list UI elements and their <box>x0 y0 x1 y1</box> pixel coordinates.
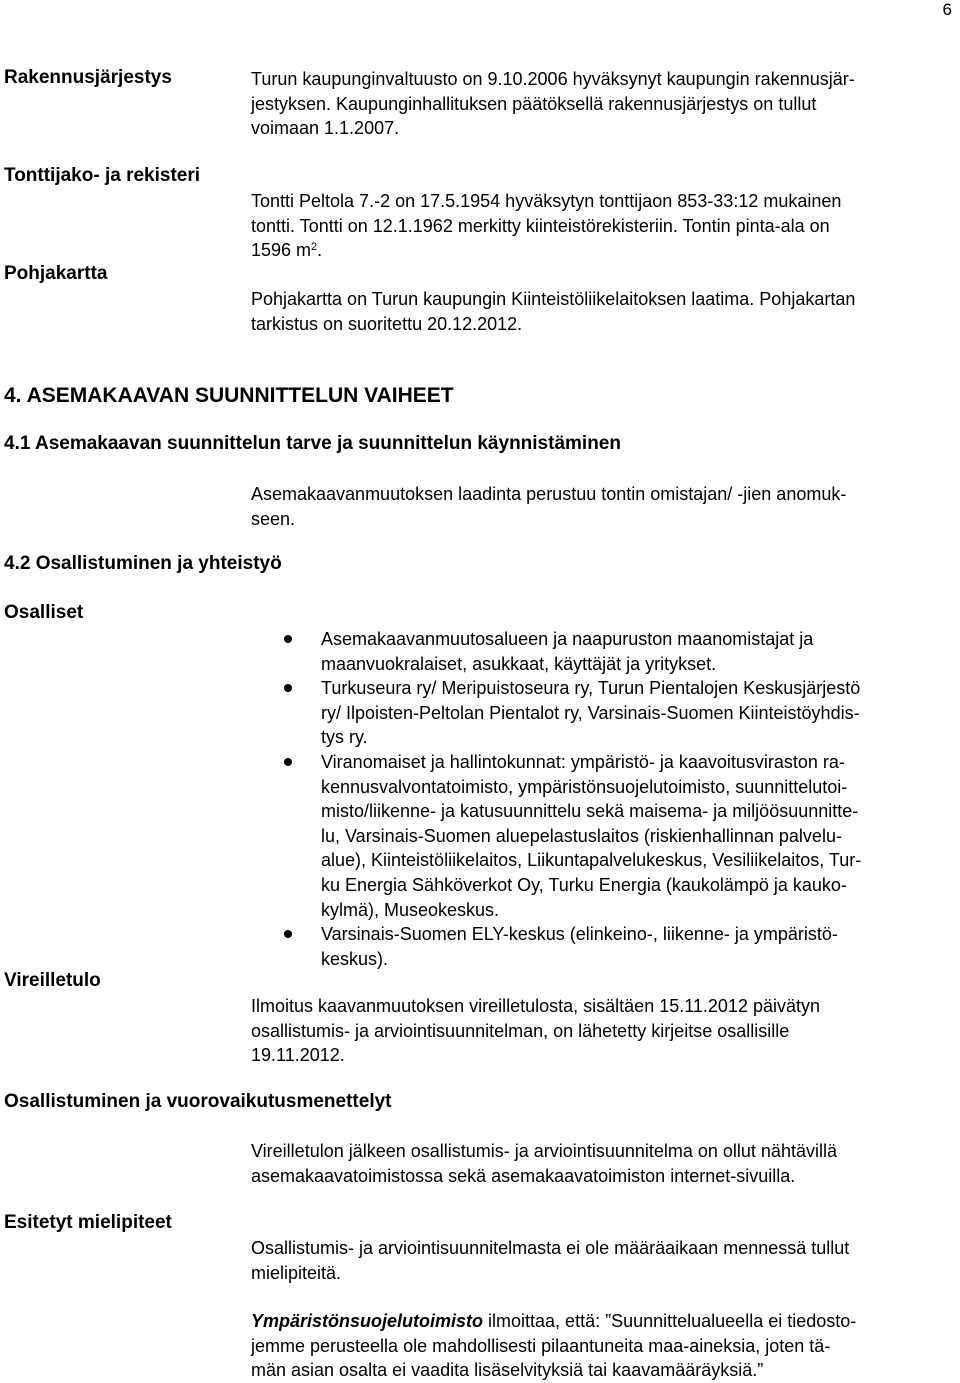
list-item <box>284 922 957 971</box>
vuorovaikutus-text <box>251 1139 957 1188</box>
text-line: tarkistus on suoritettu 20.12.2012. <box>251 313 523 334</box>
bullet-icon <box>284 684 292 692</box>
text-line: Osallistumis- ja arviointisuunnitelmasta ei ole määräaikaan mennessä tullut <box>251 1238 850 1258</box>
heading-4-1: 4.1 Asemakaavan suunnittelun tarve ja suunnittelun käynnistäminen <box>4 433 621 454</box>
mielipiteet-text <box>251 1236 957 1285</box>
list-item <box>284 627 957 676</box>
text-line: Tontti Peltola 7.-2 on 17.5.1954 hyväksytyn tonttijaon 853-33:12 mukainen <box>251 191 842 211</box>
text-line: maanvuokralaiset, asukkaat, käyttäjät ja yritykset. <box>321 653 717 674</box>
text-line: Turkuseura ry/ Meripuistoseura ry, Turun Pientalojen Keskusjärjestö <box>321 678 861 699</box>
text-line: Turun kaupunginvaltuusto on 9.10.2006 hyväksynyt kaupungin rakennusjär- <box>251 69 855 89</box>
text-line: Asemakaavanmuutoksen laadinta perustuu tontin omistajan/ -jien anomuk- <box>251 484 847 504</box>
statement-start: ilmoittaa, että: ”Suunnittelualueella ei tiedosto- <box>483 1311 857 1331</box>
area-end: . <box>317 240 323 261</box>
section-4-1-text <box>251 482 957 531</box>
bullet-icon <box>284 635 292 643</box>
label-osalliset: Osalliset <box>4 602 84 623</box>
heading-vuorovaikutus: Osallistuminen ja vuorovaikutusmenettelyt <box>4 1091 392 1112</box>
text-line: osallistumis- ja arviointisuunnitelman, on lähetetty kirjeitse osallisille <box>251 1020 790 1041</box>
mielipide-ymparistonsuojelu <box>251 1309 957 1383</box>
tonttijako-text <box>251 189 957 263</box>
label-rakennusjarjestys: Rakennusjärjestys <box>4 67 172 88</box>
area-line <box>251 238 957 263</box>
text-line: tys ry. <box>321 727 368 748</box>
osalliset-list <box>284 627 957 971</box>
vireilletulo-text <box>251 994 957 1068</box>
text-line: ry/ Ilpoisten-Peltolan Pientalot ry, Varsinais-Suomen Kiinteistöyhdis- <box>321 702 860 723</box>
text-line: jemme perusteella ole mahdollisesti pilaantuneita maa-aineksia, joten tä- <box>251 1335 831 1356</box>
text-line: voimaan 1.1.2007. <box>251 118 400 139</box>
list-item <box>284 750 957 922</box>
text-line: mielipiteitä. <box>251 1262 342 1283</box>
bullet-icon <box>284 930 292 938</box>
text-line: Varsinais-Suomen ELY-keskus (elinkeino-, liikenne- ja ympäristö- <box>321 924 838 945</box>
text-line: Viranomaiset ja hallintokunnat: ympäristö- ja kaavoitusviraston ra- <box>321 751 845 772</box>
text-line: kylmä), Museokeskus. <box>321 899 500 920</box>
list-item <box>284 676 957 750</box>
text-line: Vireilletulon jälkeen osallistumis- ja arviointisuunnitelma on ollut nähtävillä <box>251 1141 837 1161</box>
text-line: 19.11.2012. <box>251 1045 345 1066</box>
label-pohjakartta: Pohjakartta <box>4 263 108 284</box>
text-line: ku Energia Sähköverkot Oy, Turku Energia (kaukolämpö ja kauko- <box>321 874 847 895</box>
area-superscript: 2 <box>311 241 318 254</box>
heading-4-2: 4.2 Osallistuminen ja yhteistyö <box>4 553 282 574</box>
text-line: alue), Kiinteistöliikelaitos, Liikuntapalvelukeskus, Vesiliikelaitos, Tur- <box>321 850 862 871</box>
label-vireilletulo: Vireilletulo <box>4 970 101 991</box>
bullet-icon <box>284 758 292 766</box>
text-line: Asemakaavanmuutosalueen ja naapuruston maanomistajat ja <box>321 629 814 649</box>
text-line: lu, Varsinais-Suomen aluepelastuslaitos (riskienhallinnan palvelu- <box>321 825 842 846</box>
organization-name: Ympäristönsuojelutoimisto <box>251 1311 484 1331</box>
text-line: keskus). <box>321 948 389 969</box>
label-tonttijako: Tonttijako- ja rekisteri <box>4 165 201 186</box>
text-line: seen. <box>251 508 296 529</box>
text-line: Pohjakartta on Turun kaupungin Kiinteistöliikelaitoksen laatima. Pohjakartan <box>251 289 856 309</box>
pohjakartta-text <box>251 287 957 336</box>
text-line <box>251 1309 957 1334</box>
heading-4: 4. ASEMAKAAVAN SUUNNITTELUN VAIHEET <box>4 384 454 407</box>
text-line: kennusvalvontatoimisto, ympäristönsuojelutoimisto, suunnittelutoi- <box>321 776 848 797</box>
text-line: Ilmoitus kaavanmuutoksen vireilletulosta, sisältäen 15.11.2012 päivätyn <box>251 996 820 1016</box>
text-line: misto/liikenne- ja katusuunnittelu sekä maisema- ja miljöösuunnitte- <box>321 801 859 822</box>
text-line: tontti. Tontti on 12.1.1962 merkitty kiinteistörekisteriin. Tontin pinta-ala on <box>251 215 830 236</box>
page-number: 6 <box>942 0 952 19</box>
area-value: 1596 m <box>251 240 312 261</box>
text-line: asemakaavatoimistossa sekä asemakaavatoimiston internet-sivuilla. <box>251 1165 796 1186</box>
text-line: jestyksen. Kaupunginhallituksen päätöksellä rakennusjärjestys on tullut <box>251 93 817 114</box>
text-line: män asian osalta ei vaadita lisäselvityksiä tai kaavamääräyksiä.” <box>251 1360 764 1381</box>
rakennusjarjestys-text <box>251 67 957 141</box>
label-esitetyt-mielipiteet: Esitetyt mielipiteet <box>4 1212 172 1233</box>
